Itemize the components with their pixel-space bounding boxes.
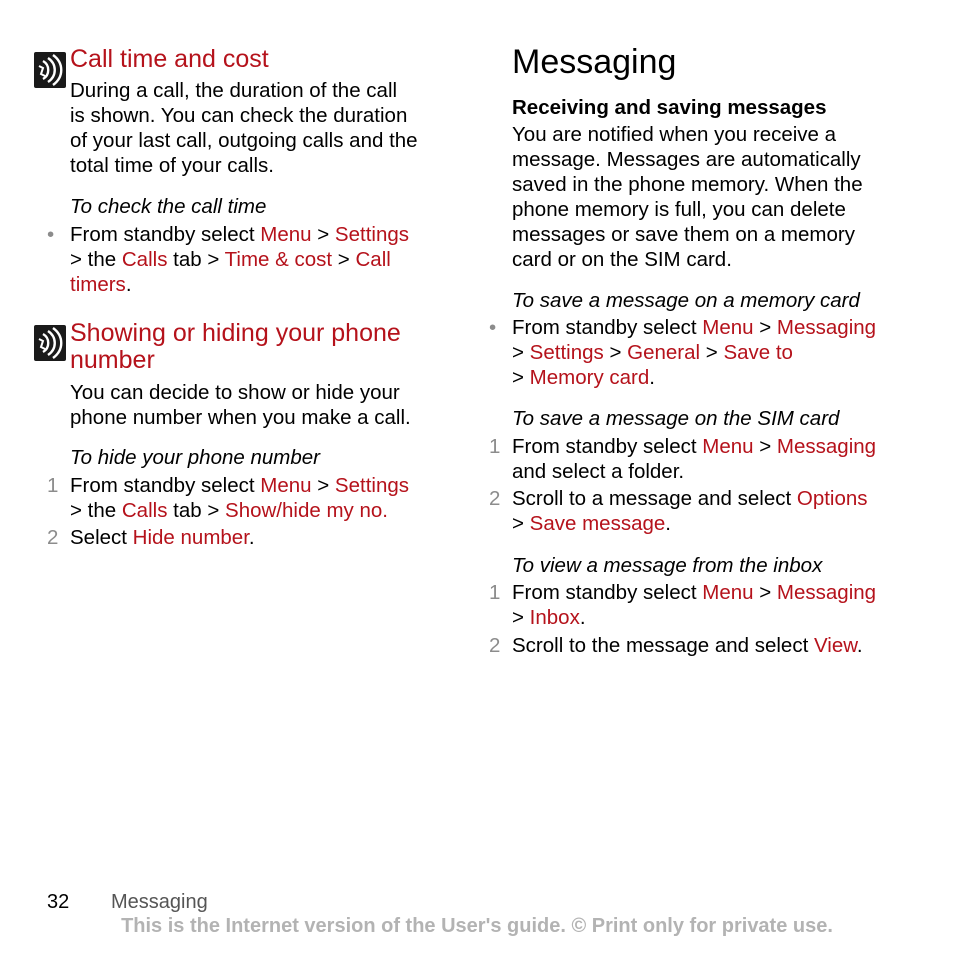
- bullet-marker: •: [489, 316, 497, 339]
- menu-path-options: Options: [796, 487, 868, 510]
- page-number: 32: [47, 891, 70, 913]
- text-line: phone memory is full, you can delete: [512, 198, 846, 221]
- menu-path-menu: Menu: [702, 581, 754, 604]
- step-view-inbox-1: [512, 580, 876, 630]
- section-heading-hide-number: [70, 320, 401, 374]
- menu-path-calls: Calls: [121, 499, 168, 522]
- menu-path-messaging: Messaging: [776, 316, 877, 339]
- heading-line: Showing or hiding your phone: [70, 319, 401, 347]
- step-text: From standby select: [70, 474, 261, 497]
- text-line: is shown. You can check the duration: [70, 104, 408, 127]
- text-line: total time of your calls.: [70, 154, 274, 177]
- step-text: >: [512, 366, 530, 389]
- menu-path-save-to: Save to: [723, 341, 793, 364]
- menu-path-timers: timers: [70, 273, 126, 296]
- step-save-sim-1: [512, 434, 876, 484]
- receiving-paragraph: [512, 122, 863, 272]
- subheading-check-call-time: To check the call time: [70, 195, 267, 218]
- step-number: 1: [489, 581, 501, 604]
- text-line: card or on the SIM card.: [512, 248, 732, 271]
- step-text: tab >: [167, 499, 226, 522]
- subheading-hide-number: To hide your phone number: [70, 446, 320, 469]
- menu-path-calls: Calls: [121, 248, 168, 271]
- step-number: 2: [47, 526, 59, 549]
- menu-path-general: General: [627, 341, 701, 364]
- step-view-inbox-2: [512, 633, 863, 658]
- step-text: Scroll to the message and select: [512, 634, 814, 657]
- text-line: You can decide to show or hide your: [70, 381, 400, 404]
- step-text: >: [512, 512, 530, 535]
- page-title: Messaging: [512, 43, 677, 81]
- bullet-marker: •: [47, 223, 55, 246]
- text-line: message. Messages are automatically: [512, 148, 861, 171]
- step-text: >: [753, 435, 777, 458]
- menu-path-view: View: [813, 634, 857, 657]
- step-number: 2: [489, 487, 501, 510]
- step-text: >: [311, 223, 335, 246]
- step-text: >: [700, 341, 724, 364]
- step-text: Select: [70, 526, 133, 549]
- step-text: > the: [70, 248, 122, 271]
- subheading-save-sim: To save a message on the SIM card: [512, 407, 840, 430]
- step-text: .: [649, 366, 655, 389]
- internet-version-notice: This is the Internet version of the User's guide. © Print only for private use.: [121, 915, 833, 937]
- step-number: 1: [489, 435, 501, 458]
- step-text: tab >: [167, 248, 225, 271]
- text-line: You are notified when you receive a: [512, 123, 837, 146]
- subheading-save-memory: To save a message on a memory card: [512, 289, 860, 312]
- step-text: Scroll to a message and select: [512, 487, 797, 510]
- step-text: >: [311, 474, 335, 497]
- call-waves-icon: [34, 325, 66, 361]
- step-text: >: [753, 581, 777, 604]
- subheading-receiving: Receiving and saving messages: [512, 96, 827, 119]
- menu-path-messaging: Messaging: [776, 581, 877, 604]
- hide-number-paragraph: [70, 380, 411, 430]
- text-line: phone number when you make a call.: [70, 406, 411, 429]
- step-text: and select a folder.: [512, 460, 685, 483]
- bullet-step-save-memory: [512, 315, 876, 390]
- call-waves-icon: [34, 52, 66, 88]
- menu-path-menu: Menu: [702, 316, 754, 339]
- step-text: From standby select: [512, 581, 703, 604]
- menu-path-menu: Menu: [702, 435, 754, 458]
- step-hide-number-1: [70, 473, 409, 523]
- text-line: messages or save them on a memory: [512, 223, 855, 246]
- text-line: saved in the phone memory. When the: [512, 173, 863, 196]
- step-text: From standby select: [70, 223, 261, 246]
- step-text: .: [856, 634, 863, 657]
- menu-path-call: Call: [355, 248, 391, 271]
- menu-path-show-hide: Show/hide my no.: [225, 499, 388, 522]
- menu-path-menu: Menu: [260, 474, 312, 497]
- subheading-view-inbox: To view a message from the inbox: [512, 554, 823, 577]
- step-save-sim-2: [512, 486, 868, 536]
- step-text: >: [512, 341, 530, 364]
- heading-line: number: [70, 346, 155, 374]
- step-text: .: [125, 273, 132, 296]
- step-text: > the: [70, 499, 122, 522]
- menu-path-messaging: Messaging: [776, 435, 877, 458]
- menu-path-hide-number: Hide number: [132, 526, 249, 549]
- footer-section-name: Messaging: [111, 891, 208, 913]
- menu-path-settings: Settings: [529, 341, 604, 364]
- step-text: >: [603, 341, 628, 364]
- step-text: From standby select: [512, 316, 703, 339]
- menu-path-time-cost: Time & cost: [224, 248, 333, 271]
- menu-path-save-message: Save message: [529, 512, 666, 535]
- step-number: 2: [489, 634, 501, 657]
- step-text: .: [248, 526, 255, 549]
- step-text: >: [512, 606, 530, 629]
- step-text: From standby select: [512, 435, 703, 458]
- menu-path-settings: Settings: [334, 223, 409, 246]
- menu-path-settings: Settings: [334, 474, 409, 497]
- bullet-step-check-call-time: [70, 222, 409, 297]
- step-number: 1: [47, 474, 59, 497]
- step-text: .: [579, 606, 586, 629]
- step-text: >: [332, 248, 356, 271]
- step-text: .: [665, 512, 671, 535]
- section-heading-call-time: Call time and cost: [70, 45, 269, 73]
- menu-path-memory-card: Memory card: [529, 366, 650, 389]
- menu-path-menu: Menu: [260, 223, 312, 246]
- menu-path-inbox: Inbox: [529, 606, 580, 629]
- text-line: During a call, the duration of the call: [70, 79, 398, 102]
- step-hide-number-2: [70, 525, 255, 550]
- call-time-paragraph: [70, 78, 418, 178]
- text-line: of your last call, outgoing calls and the: [70, 129, 418, 152]
- step-text: >: [753, 316, 777, 339]
